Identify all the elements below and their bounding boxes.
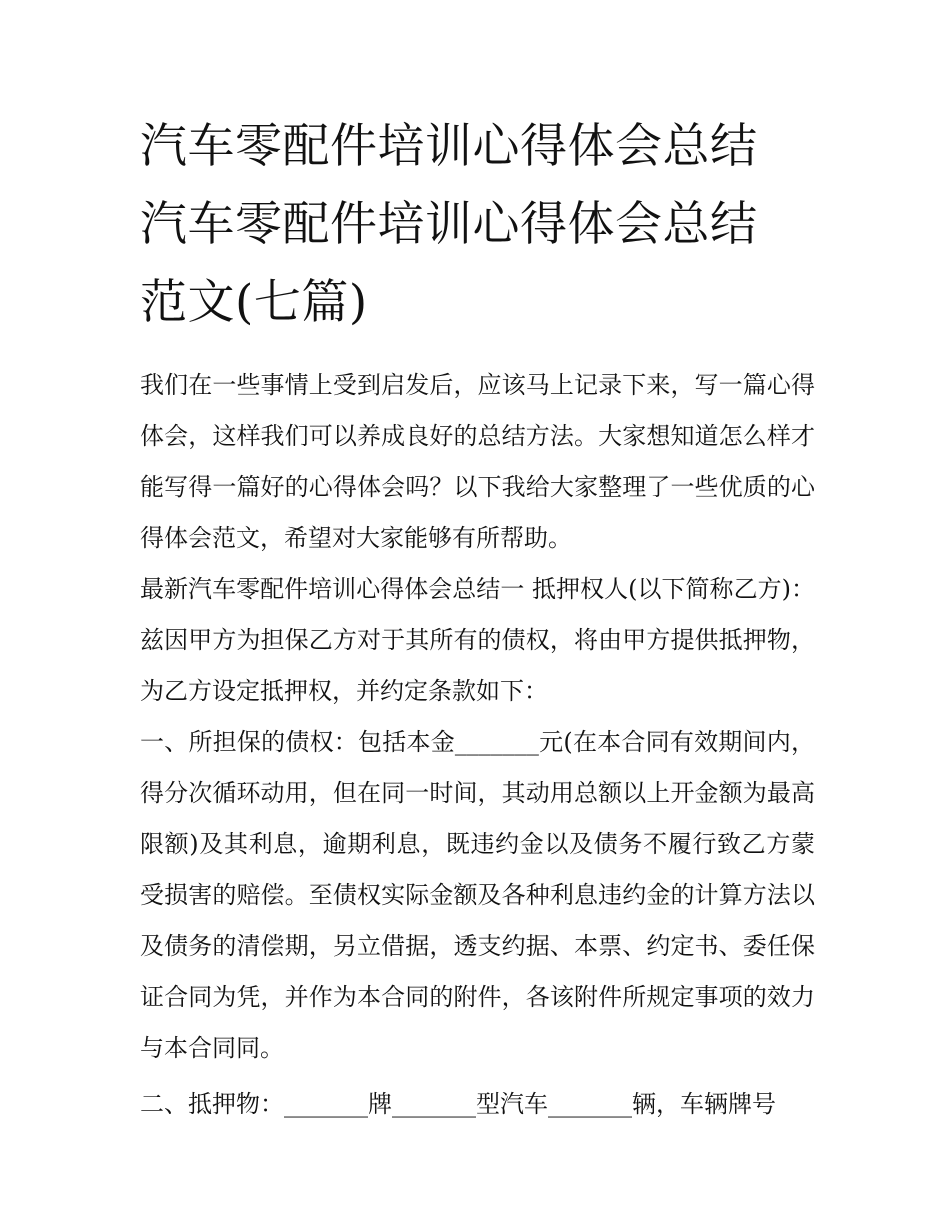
title-line-3: 范文(七篇): [140, 275, 368, 330]
document-title: [140, 108, 815, 342]
clause-two-paragraph: 二、抵押物：_______牌_______型汽车_______辆，车辆牌号: [140, 1090, 776, 1118]
title-line-1: 汽车零配件培训心得体会总结: [140, 119, 758, 174]
intro-paragraph: 我们在一些事情上受到启发后，应该马上记录下来，写一篇心得体会，这样我们可以养成良好的总结方法。大家想知道怎么样才能写得一篇好的心得体会吗？以下我给大家整理了一些优质的心得体会范文，希望对大家能够有所帮助。: [140, 371, 815, 552]
clause-one-paragraph: 一、所担保的债权：包括本金_______元(在本合同有效期间内，得分次循环动用，但在同一时间，其动用总额以上开金额为最高限额)及其利息，逾期利息，既违约金以及债务不履行致乙方蒙受损害的赔偿。至债权实际金额及各种利息违约金的计算方法以及债务的清偿期，另立借据，透支约据、本票、约定书、委任保证合同为凭，并作为本合同的附件，各该附件所规定事项的效力与本合同同。: [140, 728, 815, 1062]
document-content: [140, 360, 815, 1130]
section-one-heading-paragraph: 最新汽车零配件培训心得体会总结一 抵押权人(以下简称乙方)： 兹因甲方为担保乙方对于其所有的债权，将由甲方提供抵押物，为乙方设定抵押权，并约定条款如下：: [140, 575, 815, 705]
title-line-2: 汽车零配件培训心得体会总结: [140, 197, 758, 252]
document-body: [140, 108, 815, 1130]
